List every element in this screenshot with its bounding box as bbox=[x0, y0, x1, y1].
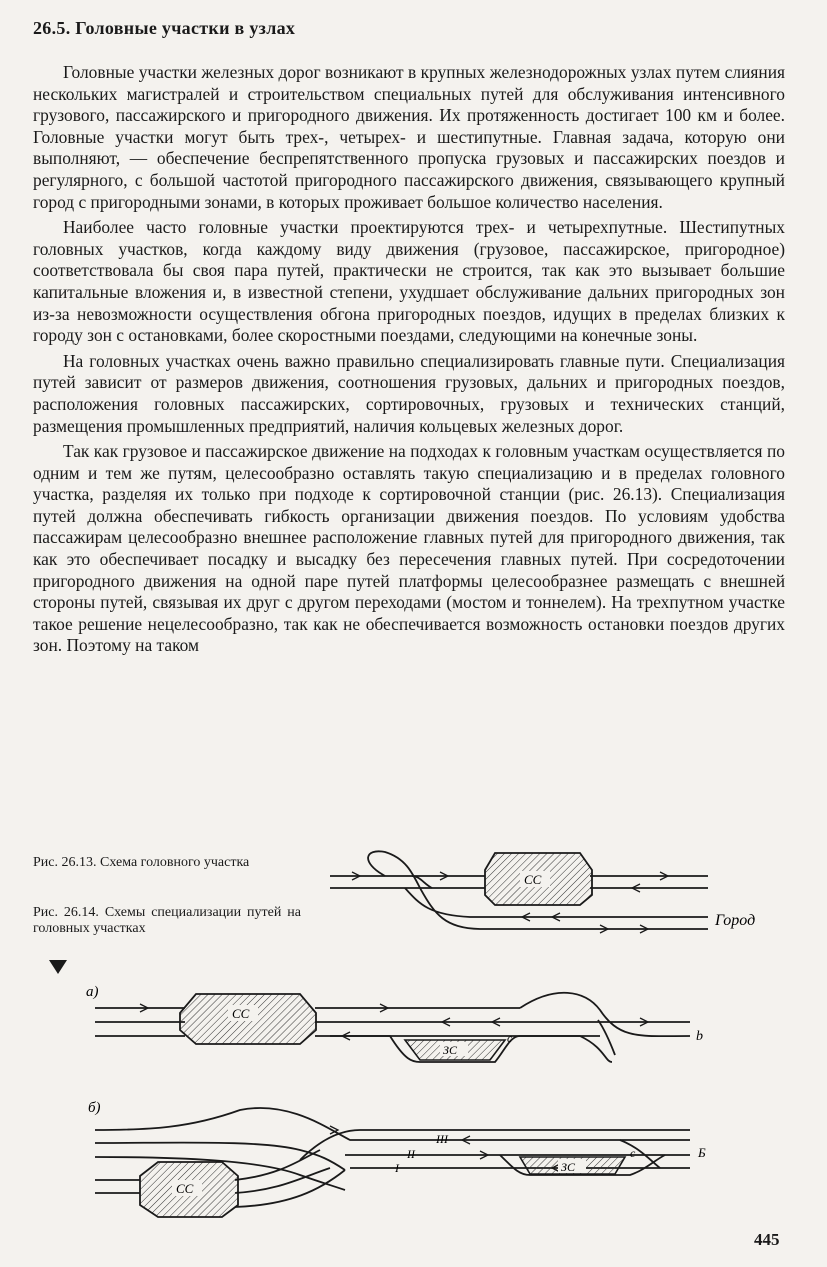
paragraph-1: Головные участки железных дорог возникают в крупных железнодорожных узлах путем слияния нескольких магистралей и строительством специальных путей для обслуживания интенсивного грузового, пассажирского и пригородного движения. Их протяженность достигает 100 км и более. Головные участки могут быть трех-, четырех- и шестипутные. Главная задача, которую они выполняют, — обеспечение беспрепятственного пропуска грузовых и пассажирских поездов и регулярного, с большой частотой пригородного пассажирского движения, связывающего крупный город с пригородными зонами, в которых проживает большое количество населения. bbox=[33, 62, 785, 212]
paragraph-2: Наиболее часто головные участки проектируются трех- и четырехпутные. Шестипутных головных участков, когда каждому виду движения (грузовое, пассажирское, пригородное) соответствовала бы своя пара путей, практически не строится, так как это вызывает большие капитальные вложения и, в известной степени, ухудшает обслуживание дальних пригородных зон из-за невозможности осуществления обгона пригородных поездов, идущих в пределах близких к городу зон с остановками, более скоростными поездами, следующими на конечные зоны. bbox=[33, 217, 785, 346]
zs-label-1: ЗС bbox=[443, 1043, 457, 1057]
subfigure-b-label: б) bbox=[88, 1100, 101, 1116]
caption-fig-26-14: Рис. 26.14. Схемы специализации путей на головных участках bbox=[33, 905, 301, 936]
cc-label-2: СС bbox=[232, 1006, 250, 1021]
cc-label-3: СС bbox=[176, 1181, 194, 1196]
gorod-label: Город bbox=[715, 912, 756, 929]
zs-label-2: ЗС bbox=[561, 1160, 575, 1174]
track-c-label-a: с bbox=[507, 1031, 513, 1045]
end-label-b: Б bbox=[698, 1145, 706, 1160]
cc-label-1: СС bbox=[524, 872, 542, 887]
paragraph-4: Так как грузовое и пассажирское движение на подходах к головным участкам осуществляется по одним и тем же путям, целесообразно оставлять такую специализацию и в пределах головного участка, разделяя их только при подходе к сортировочной станции (рис. 26.13). Специализация путей должна обеспечивать гибкость организации движения поездов. По условиям удобства пассажирам целесообразно внешнее расположение главных путей для пригородного движения, так как это обеспечивает посадку и высадку без пересечения главных путей. При сосредоточении пригородного движения на одной паре путей платформы целесообразнее размещать с внешней стороны путей, связывая их друг с другом переходами (мостом и тоннелем). На трехпутном участке такое решение нецелесообразно, так как не обеспечивается возможность остановки поездов других зон. Поэтому на таком bbox=[33, 441, 785, 656]
track-label-i: I bbox=[395, 1161, 399, 1175]
end-label-a: b bbox=[696, 1029, 703, 1044]
subfigure-a-label: а) bbox=[86, 984, 99, 1000]
track-label-iii: III bbox=[436, 1132, 448, 1146]
paragraph-3: На головных участках очень важно правильно специализировать главные пути. Специализация путей зависит от размеров движения, соотношения грузовых, дальних и пригородных поездов, расположения головных пассажирских, сортировочных, грузовых и технических станций, размещения промышленных предприятий, наличия кольцевых железных дорог. bbox=[33, 350, 785, 436]
section-heading: 26.5. Головные участки в узлах bbox=[33, 18, 296, 38]
page-number: 445 bbox=[754, 1230, 780, 1249]
caption-fig-26-13: Рис. 26.13. Схема головного участка bbox=[33, 855, 250, 870]
track-label-ii: II bbox=[407, 1147, 415, 1161]
track-c-label-b: с bbox=[630, 1146, 636, 1160]
